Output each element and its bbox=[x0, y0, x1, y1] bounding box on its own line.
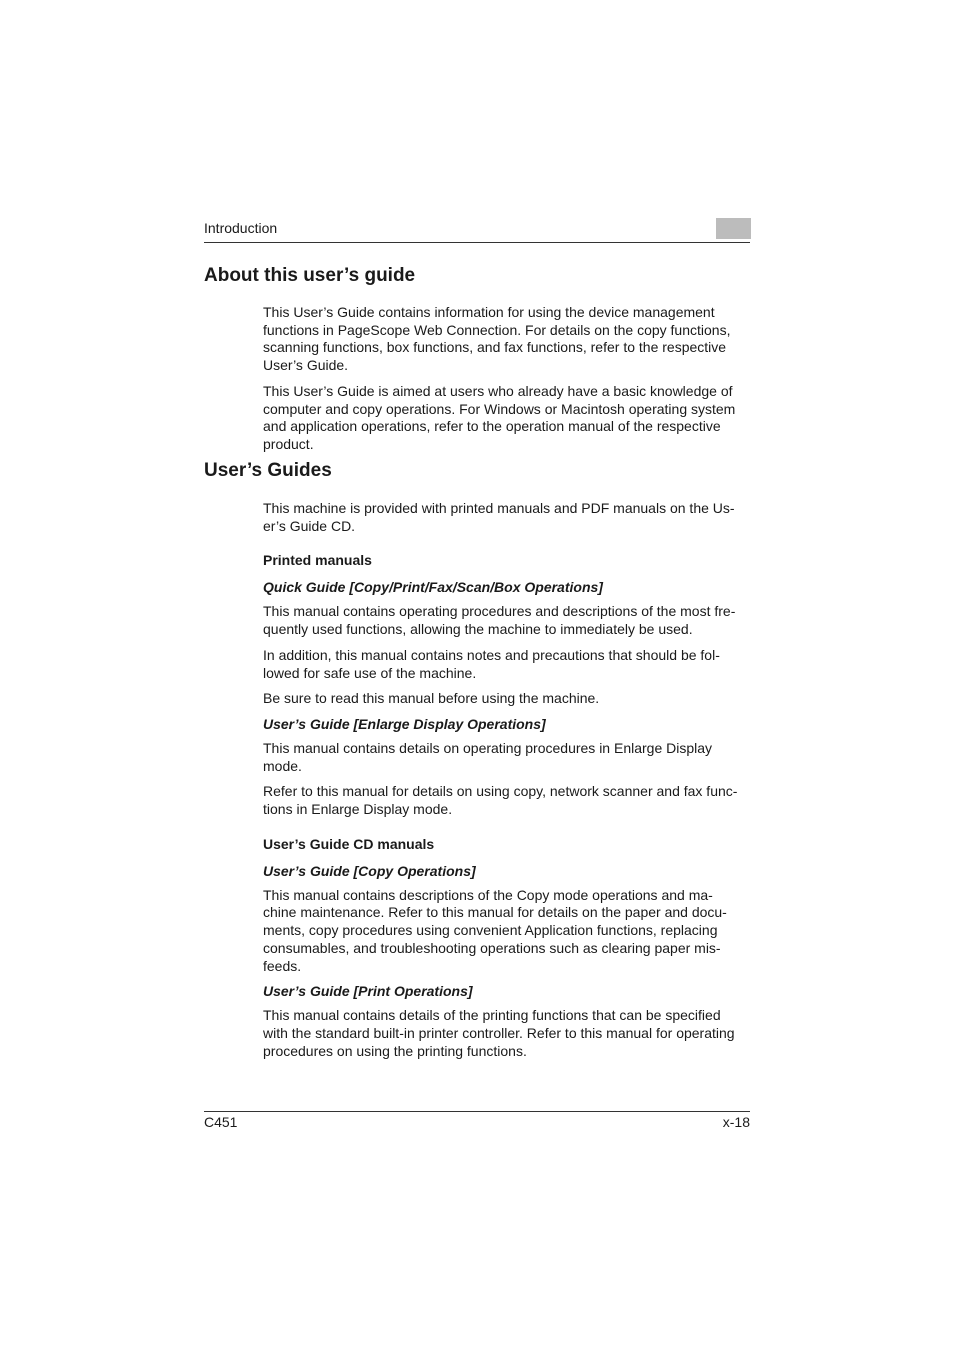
text-line: This manual contains details of the printing functions that can be specified bbox=[263, 1007, 721, 1024]
about-paragraph-1 bbox=[263, 304, 753, 375]
text-line: mode. bbox=[263, 757, 302, 774]
print-guide-paragraph-1 bbox=[263, 1007, 753, 1060]
quick-guide-paragraph-3 bbox=[263, 690, 753, 708]
users-guides-body bbox=[263, 500, 753, 1060]
about-title: About this user’s guide bbox=[204, 265, 416, 286]
text-line: This manual contains details on operating procedures in Enlarge Display bbox=[263, 739, 713, 756]
text-line: This User’s Guide is aimed at users who already have a basic knowledge of bbox=[263, 382, 733, 399]
text-line: ments, copy procedures using convenient Application functions, replacing bbox=[263, 922, 718, 939]
text-line: computer and copy operations. For Windows or Macintosh operating system bbox=[263, 400, 736, 417]
text-line: Refer to this manual for details on using copy, network scanner and fax func- bbox=[263, 783, 738, 800]
print-guide-title: User’s Guide [Print Operations] bbox=[263, 983, 473, 1000]
text-line: feeds. bbox=[263, 957, 302, 974]
text-line: This manual contains operating procedures and descriptions of the most fre- bbox=[263, 603, 736, 620]
text-line: product. bbox=[263, 435, 314, 452]
text-line: lowed for safe use of the machine. bbox=[263, 664, 477, 681]
text-line: User’s Guide. bbox=[263, 357, 349, 374]
quick-guide-title: Quick Guide [Copy/Print/Fax/Scan/Box Operations] bbox=[263, 579, 603, 596]
header-tab-marker bbox=[716, 218, 751, 239]
text-line: Be sure to read this manual before using the machine. bbox=[263, 690, 600, 707]
printed-manuals-heading: Printed manuals bbox=[263, 552, 372, 569]
guides-intro bbox=[263, 500, 753, 535]
users-guides-title: User’s Guides bbox=[204, 460, 332, 481]
footer-model: C451 bbox=[204, 1114, 238, 1130]
about-body bbox=[263, 304, 753, 454]
header-rule bbox=[204, 242, 750, 243]
running-header-section: Introduction bbox=[204, 220, 278, 236]
footer-rule bbox=[204, 1111, 750, 1112]
cd-manuals-heading: User’s Guide CD manuals bbox=[263, 835, 435, 852]
text-line: quently used functions, allowing the machine to immediately be used. bbox=[263, 621, 693, 638]
quick-guide-paragraph-1 bbox=[263, 603, 753, 638]
text-line: and application operations, refer to the operation manual of the respective bbox=[263, 418, 721, 435]
enlarge-guide-title: User’s Guide [Enlarge Display Operations] bbox=[263, 715, 546, 732]
text-line: This machine is provided with printed manuals and PDF manuals on the Us- bbox=[263, 500, 735, 516]
text-line: In addition, this manual contains notes and precautions that should be fol- bbox=[263, 646, 720, 663]
copy-guide-paragraph-1 bbox=[263, 887, 753, 976]
text-line: This User’s Guide contains information for using the device management bbox=[263, 304, 715, 320]
text-line: tions in Enlarge Display mode. bbox=[263, 801, 453, 818]
text-line: er’s Guide CD. bbox=[263, 517, 356, 534]
text-line: This manual contains descriptions of the Copy mode operations and ma- bbox=[263, 886, 713, 903]
about-paragraph-2 bbox=[263, 383, 753, 454]
enlarge-guide-paragraph-1 bbox=[263, 740, 753, 775]
text-line: functions in PageScope Web Connection. For details on the copy functions, bbox=[263, 321, 731, 338]
footer-page-number: x-18 bbox=[722, 1114, 750, 1130]
copy-guide-title: User’s Guide [Copy Operations] bbox=[263, 862, 476, 879]
text-line: procedures on using the printing functions. bbox=[263, 1042, 527, 1059]
text-line: chine maintenance. Refer to this manual for details on the paper and docu- bbox=[263, 904, 727, 921]
text-line: consumables, and troubleshooting operations such as clearing paper mis- bbox=[263, 939, 721, 956]
enlarge-guide-paragraph-2 bbox=[263, 783, 753, 818]
text-line: scanning functions, box functions, and fax functions, refer to the respective bbox=[263, 339, 727, 356]
text-line: with the standard built-in printer controller. Refer to this manual for operating bbox=[263, 1024, 735, 1041]
quick-guide-paragraph-2 bbox=[263, 647, 753, 682]
